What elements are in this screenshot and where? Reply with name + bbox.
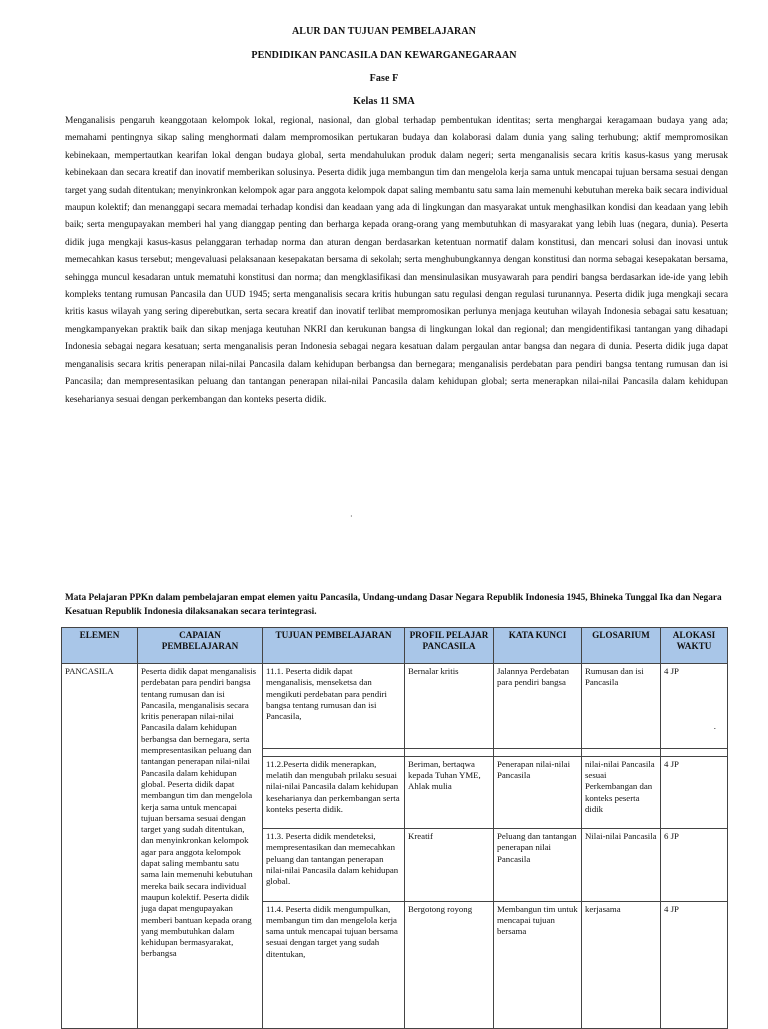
kata-kunci-cell: Membangun tim untuk mencapai tujuan bersama xyxy=(494,901,582,1028)
document-title: ALUR DAN TUJUAN PEMBELAJARAN xyxy=(291,26,476,37)
stray-mark: · xyxy=(350,512,353,521)
glosarium-cell: Nilai-nilai Pancasila xyxy=(582,829,661,901)
tujuan-cell: 11.4. Peserta didik mengumpulkan, membangun tim dan mengelola kerja sama untuk mencapai tujuan bersama sesuai dengan target yang sudah ditentukan, xyxy=(263,901,405,1028)
learning-objectives-table xyxy=(61,627,728,1029)
empty-cell xyxy=(582,748,661,756)
tujuan-cell: 11.3. Peserta didik mendeteksi, mempresentasikan dan memecahkan peluang dan tantangan penerapan nilai-nilai Pancasila dalam kehidupan global. xyxy=(263,829,405,901)
empty-cell xyxy=(494,748,582,756)
alokasi-cell xyxy=(661,664,728,749)
alokasi-cell: 4 JP xyxy=(661,756,728,828)
header-glosarium: GLOSARIUM xyxy=(582,628,661,664)
glosarium-cell: Rumusan dan isi Pancasila xyxy=(582,664,661,749)
capaian-cell xyxy=(138,664,263,1029)
capaian-text: Peserta didik dapat menganalisis perdebatan para pendiri bangsa tentang rumusan dan isi Pancasila, menganalisis secara kritis penerapan nilai-nilai Pancasila dalam kehidupan berbangsa dan bernegara, serta mempresentasikan peluang dan tantangan penerapan nilai-nilai Pancasila dalam kehidupan global. Peserta didik dapat membangun tim dan mengelola kerja sama untuk mencapai tujuan bersama sesuai dengan target yang sudah ditentukan, dan menyinkronkan kelompok agar para anggota kelompok dapat saling membantu satu sama lain memenuhi kebutuhan mereka baik secara individual maupun kolektif. Peserta didik juga dapat mengupayakan memberi bantuan kepada orang yang membutuhkan dalam kehidupan bermasyarakat, berbangsa xyxy=(141,666,257,959)
table-header-row xyxy=(62,628,728,664)
alokasi-value: 4 JP xyxy=(664,666,679,676)
profil-cell: Bergotong royong xyxy=(405,901,494,1028)
profil-cell: Bernalar kritis xyxy=(405,664,494,749)
glosarium-cell: nilai-nilai Pancasila sesuai Perkembangan dan konteks peserta didik xyxy=(582,756,661,828)
intro-paragraph: Mata Pelajaran PPKn dalam pembelajaran empat elemen yaitu Pancasila, Undang-undang Dasar Negara Republik Indonesia 1945, Bhineka Tunggal Ika dan Negara Kesatuan Republik Indonesia dilaksanakan secara terintegrasi. xyxy=(65,593,722,617)
tujuan-cell: 11.2.Peserta didik menerapkan, melatih dan mengubah prilaku sesuai nilai-nilai Pancasila dalam kehidupan keseharianya dan perkembangan serta konteks peserta didik. xyxy=(263,756,405,828)
glosarium-cell: kerjasama xyxy=(582,901,661,1028)
header-capaian: CAPAIAN PEMBELAJARAN xyxy=(138,628,263,664)
header-alokasi: ALOKASI WAKTU xyxy=(661,628,728,664)
kata-kunci-cell: Jalannya Perdebatan para pendiri bangsa xyxy=(494,664,582,749)
alokasi-cell: 6 JP xyxy=(661,829,728,901)
empty-cell xyxy=(263,748,405,756)
profil-cell: Kreatif xyxy=(405,829,494,901)
subject-title: PENDIDIKAN PANCASILA DAN KEWARGANEGARAAN xyxy=(251,50,517,61)
alokasi-spacer xyxy=(664,677,724,721)
table-row xyxy=(62,664,728,749)
tujuan-cell: 11.1. Peserta didik dapat menganalisis, menseketsa dan mengikuti perdebatan para pendiri bangsa tentang rumusan dan isi Pancasila, xyxy=(263,664,405,749)
empty-cell xyxy=(405,748,494,756)
elemen-cell: PANCASILA xyxy=(62,664,138,1029)
phase-label: Fase F xyxy=(369,73,399,84)
kata-kunci-cell: Peluang dan tantangan penerapan nilai Pancasila xyxy=(494,829,582,901)
header-elemen: ELEMEN xyxy=(62,628,138,664)
description-paragraph: Menganalisis pengaruh keanggotaan kelompok lokal, regional, nasional, dan global terhadap pembentukan identitas; serta menghargai keragamaan budaya yang ada; memahami pentingnya sikap saling menghormati dalam mempromosikan pertukaran budaya dan kolaborasi dalam dunia yang saling terhubung; aktif mempromosikan kebinekaan, mempertautkan kearifan lokal dengan budaya global, serta mendahulukan produk dalam negeri; serta menganalisis secara kritis kasus-kasus yang merusak kebinekaan dan secara kreatif dan inovatif memberikan solusinya. Peserta didik juga membangun tim dan mengelola kerja sama untuk mencapai tujuan bersama sesuai dengan target yang sudah ditentukan; menyinkronkan kelompok agar para anggota kelompok dapat saling membantu satu sama lain memenuhi kebutuhan mereka baik secara individual maupun kolektif; dan menanggapi secara memadai terhadap kondisi dan keadaan yang ada di lingkungan dan masyarakat untuk menghasilkan kondisi dan keadaan yang lebih baik; serta mengupayakan memberi hal yang dianggap penting dan berharga kepada orang-orang yang membutuhkan di masyarakat yang lebih luas (negara, dunia). Peserta didik juga mengkaji kasus-kasus pelanggaran terhadap norma dan aturan dengan berdasarkan ketentuan normatif dalam konstitusi, dan mencari solusi dan inovasi untuk memecahkan kasus tersebut; mengevaluasi pelaksanaan kesepakatan bersama di sekolah; serta menghubungkannya dengan konstitusi dan norma sebagai kesepakatan bersama, sehingga muncul kesadaran untuk mematuhi konstitusi dan norma; dan mengklasifikasi dan mensinulasikan musyawarah para pendiri bangsa berdasarkan ide-ide yang lebih kompleks tentang rumusan Pancasila dan UUD 1945; serta menganalisis secara kritis hubungan satu regulasi dengan regulasi turunannya. Peserta didik juga mengkaji secara kritis kasus wilayah yang sering diperebutkan, serta secara kreatif dan inovatif terlibat mempromosikan perlunya menjaga keutuhan wilayah Indonesia sebagai satu kesatuan; mengkampanyekan praktik baik dan sikap menjaga keutuhan NKRI dan kerukunan bangsa di lingkungan lokal dan regional; dan mengidentifikasi tantangan yang dihadapi Indonesia sebagai negara kesatuan; serta menganalisis peran Indonesia sebagai negara kesatuan dalam pergaulan antar bangsa dan negara di dunia. Peserta didik juga dapat menganalisis secara kritis penerapan nilai-nilai Pancasila dalam kehidupan berbangsa dan bernegara; menganalisis perdebatan para pendiri bangsa tentang rumusan dan isi Pancasila; dan mempresentasikan peluang dan tantangan penerapan nilai-nilai Pancasila dalam kehidupan global; serta menerapkan nilai-nilai Pancasila dalam kehidupan keseharianya sesuai dengan perkembangan dan konteks peserta didik. xyxy=(65,116,728,405)
grade-label: Kelas 11 SMA xyxy=(353,96,415,107)
alokasi-cell: 4 JP xyxy=(661,901,728,1028)
alokasi-mark: . xyxy=(713,721,716,732)
kata-kunci-cell: Penerapan nilai-nilai Pancasila xyxy=(494,756,582,828)
profil-cell: Beriman, bertaqwa kepada Tuhan YME, Ahlak mulia xyxy=(405,756,494,828)
header-tujuan: TUJUAN PEMBELAJARAN xyxy=(263,628,405,664)
empty-cell xyxy=(661,748,728,756)
header-kata-kunci: KATA KUNCI xyxy=(494,628,582,664)
header-profil: PROFIL PELAJAR PANCASILA xyxy=(405,628,494,664)
